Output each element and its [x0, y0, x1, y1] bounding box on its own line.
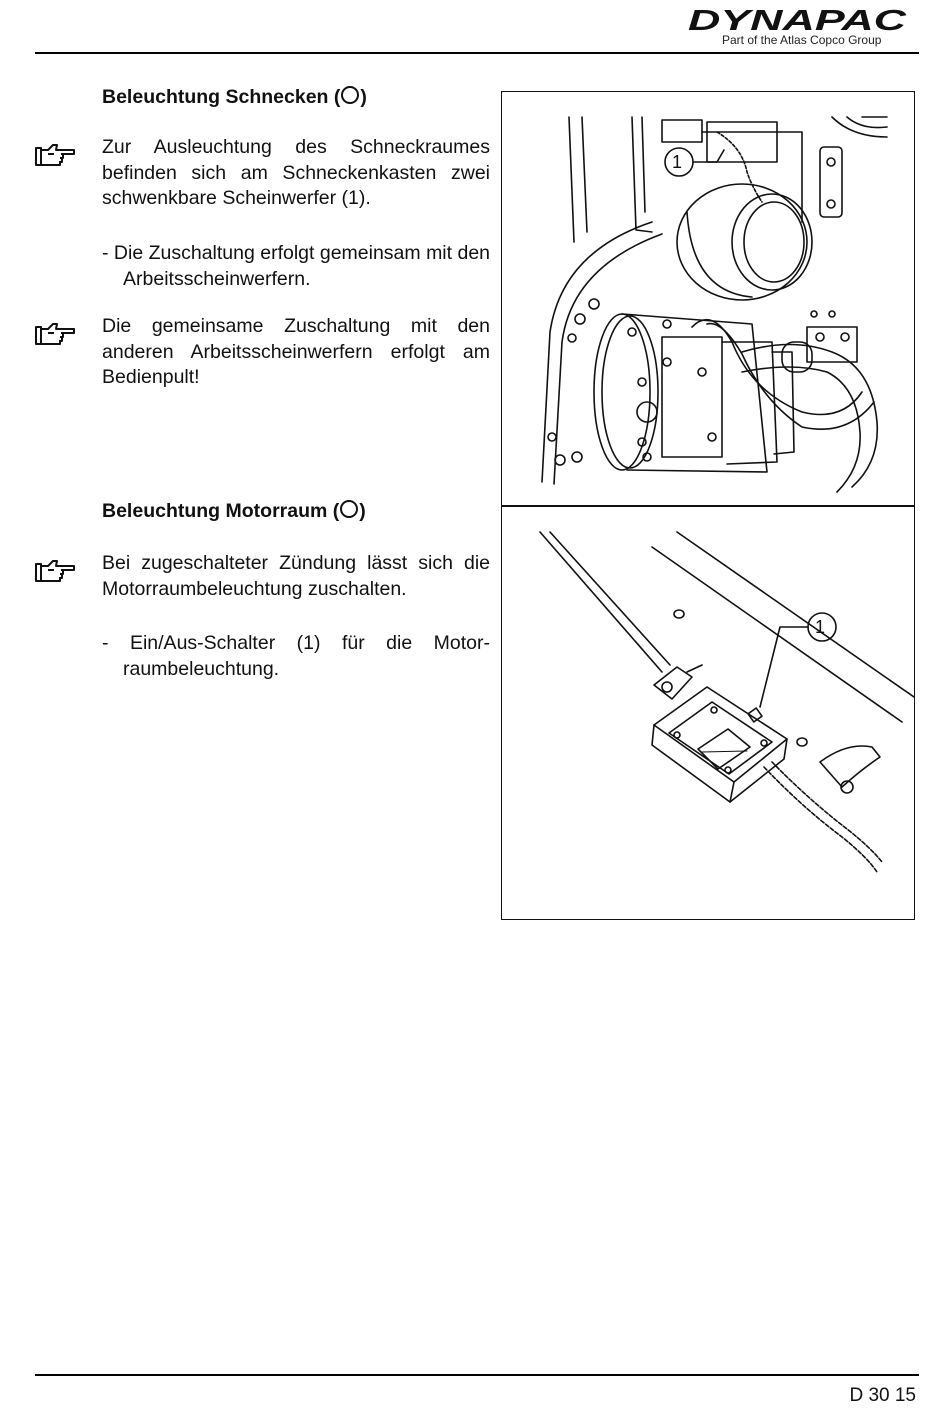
list-item: - Ein/Aus-Schalter (1) für die Motor-raumbeleuchtung. [102, 632, 490, 680]
note-paragraph: Bei zugeschalteter Zündung lässt sich die Motorraumbeleuchtung zuschalten. [102, 552, 490, 600]
section-heading-motorraum: Beleuchtung Motorraum ( ) [102, 500, 366, 522]
auger-lamp-illustration [502, 92, 914, 504]
section-heading-schnecken: Beleuchtung Schnecken ( ) [102, 86, 367, 108]
header-rule [35, 52, 919, 54]
circle-symbol-icon [340, 500, 358, 518]
note-paragraph: Die gemeinsame Zuschaltung mit den anderen Arbeitsscheinwerfern erfolgt am Bedienpult! [102, 315, 490, 388]
note-paragraph: Zur Ausleuchtung des Schneckraumes befinden sich am Schneckenkasten zwei schwenkbare Scheinwerfer (1). [102, 136, 490, 209]
svg-text:DYNAPAC: DYNAPAC [688, 6, 908, 34]
svg-text:1: 1 [672, 152, 683, 172]
dynapac-logo [686, 6, 908, 34]
page-number: D 30 15 [849, 1385, 916, 1406]
brand-tagline: Part of the Atlas Copco Group [722, 33, 882, 47]
engine-room-switch-illustration [502, 507, 914, 919]
list-item: - Die Zuschaltung erfolgt gemeinsam mit den Arbeitsscheinwerfern. [102, 242, 491, 290]
circle-symbol-icon [341, 86, 359, 104]
pointing-hand-icon [34, 141, 76, 167]
footer-rule [35, 1374, 919, 1376]
pointing-hand-icon [34, 557, 76, 583]
svg-text:1: 1 [815, 617, 826, 637]
pointing-hand-icon [34, 320, 76, 346]
